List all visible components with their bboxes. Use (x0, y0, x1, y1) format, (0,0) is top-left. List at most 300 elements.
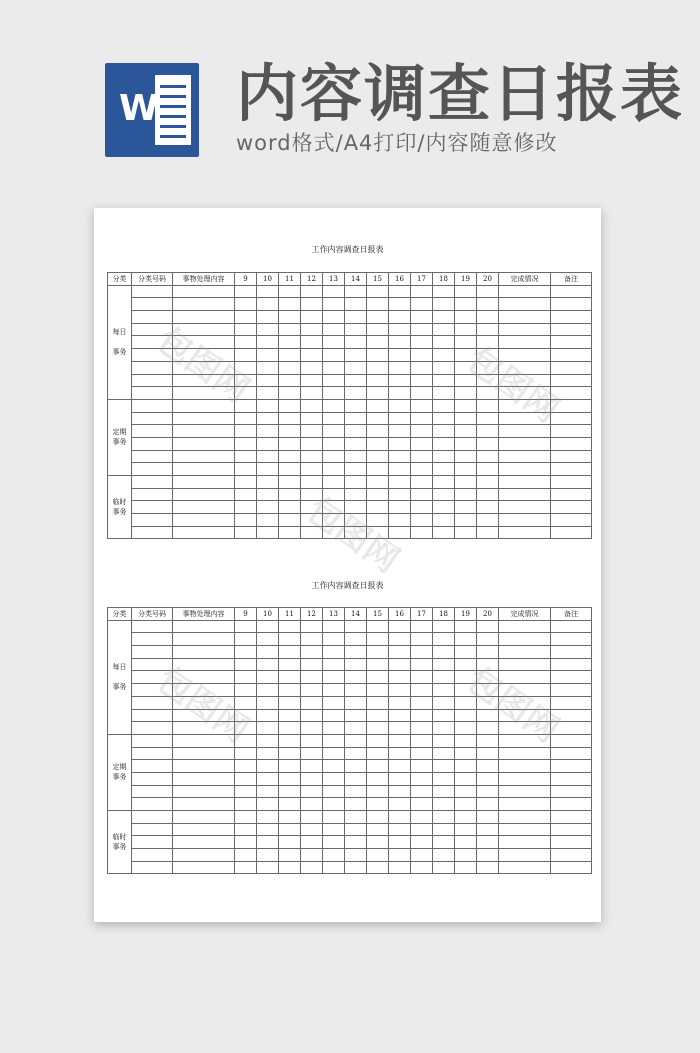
table-cell[interactable] (433, 734, 455, 747)
table-cell[interactable] (301, 772, 323, 785)
table-cell[interactable] (132, 823, 173, 836)
table-cell[interactable] (389, 646, 411, 659)
table-cell[interactable] (257, 412, 279, 425)
table-cell[interactable] (411, 785, 433, 798)
table-cell[interactable] (132, 399, 173, 412)
table-cell[interactable] (132, 785, 173, 798)
table-cell[interactable] (367, 696, 389, 709)
table-cell[interactable] (499, 412, 551, 425)
table-cell[interactable] (257, 798, 279, 811)
table-cell[interactable] (389, 387, 411, 400)
table-cell[interactable] (477, 734, 499, 747)
table-cell[interactable] (411, 671, 433, 684)
table-cell[interactable] (499, 476, 551, 489)
table-cell[interactable] (455, 501, 477, 514)
table-cell[interactable] (323, 412, 345, 425)
table-cell[interactable] (433, 323, 455, 336)
table-cell[interactable] (235, 849, 257, 862)
table-cell[interactable] (279, 785, 301, 798)
table-cell[interactable] (301, 722, 323, 735)
table-cell[interactable] (257, 709, 279, 722)
table-cell[interactable] (551, 311, 592, 324)
table-cell[interactable] (551, 514, 592, 527)
table-cell[interactable] (433, 463, 455, 476)
table-cell[interactable] (389, 526, 411, 539)
table-cell[interactable] (301, 658, 323, 671)
table-cell[interactable] (367, 785, 389, 798)
table-cell[interactable] (411, 836, 433, 849)
table-cell[interactable] (455, 425, 477, 438)
table-cell[interactable] (367, 747, 389, 760)
table-cell[interactable] (477, 772, 499, 785)
table-cell[interactable] (257, 760, 279, 773)
table-cell[interactable] (551, 633, 592, 646)
table-cell[interactable] (301, 336, 323, 349)
table-cell[interactable] (257, 646, 279, 659)
table-cell[interactable] (499, 374, 551, 387)
table-cell[interactable] (551, 836, 592, 849)
table-cell[interactable] (367, 658, 389, 671)
table-cell[interactable] (345, 849, 367, 862)
table-cell[interactable] (389, 861, 411, 874)
table-cell[interactable] (132, 684, 173, 697)
table-cell[interactable] (455, 323, 477, 336)
table-cell[interactable] (173, 412, 235, 425)
table-cell[interactable] (389, 709, 411, 722)
table-cell[interactable] (477, 374, 499, 387)
table-cell[interactable] (235, 811, 257, 824)
table-cell[interactable] (301, 785, 323, 798)
table-cell[interactable] (433, 476, 455, 489)
table-cell[interactable] (323, 488, 345, 501)
table-cell[interactable] (551, 849, 592, 862)
table-cell[interactable] (257, 501, 279, 514)
table-cell[interactable] (173, 620, 235, 633)
table-cell[interactable] (551, 684, 592, 697)
table-cell[interactable] (235, 476, 257, 489)
table-cell[interactable] (301, 798, 323, 811)
table-cell[interactable] (389, 323, 411, 336)
table-cell[interactable] (301, 633, 323, 646)
table-cell[interactable] (345, 501, 367, 514)
table-cell[interactable] (235, 747, 257, 760)
table-cell[interactable] (345, 734, 367, 747)
table-cell[interactable] (279, 658, 301, 671)
table-cell[interactable] (301, 463, 323, 476)
table-cell[interactable] (235, 298, 257, 311)
table-cell[interactable] (132, 361, 173, 374)
table-cell[interactable] (132, 514, 173, 527)
table-cell[interactable] (323, 722, 345, 735)
table-cell[interactable] (323, 437, 345, 450)
table-cell[interactable] (345, 772, 367, 785)
table-cell[interactable] (132, 760, 173, 773)
table-cell[interactable] (257, 437, 279, 450)
table-cell[interactable] (389, 311, 411, 324)
table-cell[interactable] (477, 696, 499, 709)
table-cell[interactable] (367, 374, 389, 387)
table-cell[interactable] (551, 298, 592, 311)
table-cell[interactable] (173, 311, 235, 324)
table-cell[interactable] (411, 646, 433, 659)
table-cell[interactable] (389, 798, 411, 811)
table-cell[interactable] (411, 412, 433, 425)
table-cell[interactable] (323, 361, 345, 374)
table-cell[interactable] (551, 361, 592, 374)
table-cell[interactable] (345, 514, 367, 527)
table-cell[interactable] (301, 620, 323, 633)
table-cell[interactable] (433, 336, 455, 349)
table-cell[interactable] (173, 772, 235, 785)
table-cell[interactable] (455, 836, 477, 849)
table-cell[interactable] (455, 747, 477, 760)
table-cell[interactable] (411, 501, 433, 514)
table-cell[interactable] (433, 387, 455, 400)
table-cell[interactable] (345, 722, 367, 735)
table-cell[interactable] (323, 425, 345, 438)
table-cell[interactable] (132, 696, 173, 709)
table-cell[interactable] (173, 285, 235, 298)
table-cell[interactable] (477, 747, 499, 760)
table-cell[interactable] (433, 836, 455, 849)
table-cell[interactable] (132, 311, 173, 324)
table-cell[interactable] (389, 437, 411, 450)
table-cell[interactable] (551, 861, 592, 874)
table-cell[interactable] (367, 684, 389, 697)
table-cell[interactable] (132, 336, 173, 349)
table-cell[interactable] (173, 798, 235, 811)
table-cell[interactable] (499, 399, 551, 412)
table-cell[interactable] (301, 646, 323, 659)
table-cell[interactable] (477, 760, 499, 773)
table-cell[interactable] (301, 811, 323, 824)
table-cell[interactable] (345, 823, 367, 836)
table-cell[interactable] (257, 747, 279, 760)
table-cell[interactable] (323, 620, 345, 633)
table-cell[interactable] (323, 514, 345, 527)
table-cell[interactable] (499, 658, 551, 671)
table-cell[interactable] (433, 361, 455, 374)
table-cell[interactable] (477, 785, 499, 798)
table-cell[interactable] (499, 361, 551, 374)
table-cell[interactable] (411, 526, 433, 539)
table-cell[interactable] (499, 798, 551, 811)
table-cell[interactable] (389, 823, 411, 836)
table-cell[interactable] (279, 620, 301, 633)
table-cell[interactable] (257, 323, 279, 336)
table-cell[interactable] (323, 772, 345, 785)
table-cell[interactable] (301, 399, 323, 412)
table-cell[interactable] (345, 399, 367, 412)
table-cell[interactable] (345, 785, 367, 798)
table-cell[interactable] (132, 633, 173, 646)
table-cell[interactable] (367, 620, 389, 633)
table-cell[interactable] (132, 709, 173, 722)
table-cell[interactable] (455, 374, 477, 387)
table-cell[interactable] (499, 760, 551, 773)
table-cell[interactable] (132, 772, 173, 785)
table-cell[interactable] (367, 798, 389, 811)
table-cell[interactable] (433, 349, 455, 362)
table-cell[interactable] (551, 696, 592, 709)
table-cell[interactable] (235, 463, 257, 476)
table-cell[interactable] (499, 349, 551, 362)
table-cell[interactable] (257, 696, 279, 709)
table-cell[interactable] (455, 658, 477, 671)
table-cell[interactable] (477, 476, 499, 489)
table-cell[interactable] (323, 709, 345, 722)
table-cell[interactable] (345, 633, 367, 646)
table-cell[interactable] (389, 412, 411, 425)
table-cell[interactable] (455, 285, 477, 298)
table-cell[interactable] (257, 722, 279, 735)
table-cell[interactable] (279, 374, 301, 387)
table-cell[interactable] (433, 684, 455, 697)
table-cell[interactable] (235, 336, 257, 349)
table-cell[interactable] (257, 671, 279, 684)
table-cell[interactable] (411, 514, 433, 527)
table-cell[interactable] (367, 298, 389, 311)
table-cell[interactable] (367, 646, 389, 659)
table-cell[interactable] (455, 785, 477, 798)
table-cell[interactable] (279, 412, 301, 425)
table-cell[interactable] (367, 349, 389, 362)
table-cell[interactable] (411, 709, 433, 722)
table-cell[interactable] (173, 785, 235, 798)
table-cell[interactable] (433, 658, 455, 671)
table-cell[interactable] (389, 514, 411, 527)
table-cell[interactable] (389, 722, 411, 735)
table-cell[interactable] (551, 772, 592, 785)
table-cell[interactable] (433, 437, 455, 450)
table-cell[interactable] (132, 437, 173, 450)
table-cell[interactable] (173, 760, 235, 773)
table-cell[interactable] (235, 374, 257, 387)
table-cell[interactable] (257, 861, 279, 874)
table-cell[interactable] (345, 476, 367, 489)
table-cell[interactable] (455, 526, 477, 539)
table-cell[interactable] (132, 671, 173, 684)
table-cell[interactable] (235, 349, 257, 362)
table-cell[interactable] (132, 526, 173, 539)
table-cell[interactable] (477, 526, 499, 539)
table-cell[interactable] (499, 823, 551, 836)
table-cell[interactable] (132, 412, 173, 425)
table-cell[interactable] (132, 285, 173, 298)
table-cell[interactable] (132, 811, 173, 824)
table-cell[interactable] (301, 387, 323, 400)
table-cell[interactable] (279, 836, 301, 849)
table-cell[interactable] (367, 476, 389, 489)
table-cell[interactable] (345, 747, 367, 760)
table-cell[interactable] (301, 425, 323, 438)
table-cell[interactable] (301, 488, 323, 501)
table-cell[interactable] (301, 323, 323, 336)
table-cell[interactable] (411, 463, 433, 476)
table-cell[interactable] (323, 696, 345, 709)
table-cell[interactable] (345, 349, 367, 362)
table-cell[interactable] (235, 488, 257, 501)
table-cell[interactable] (499, 285, 551, 298)
table-cell[interactable] (367, 463, 389, 476)
table-cell[interactable] (345, 836, 367, 849)
table-cell[interactable] (411, 425, 433, 438)
table-cell[interactable] (411, 747, 433, 760)
table-cell[interactable] (132, 836, 173, 849)
table-cell[interactable] (389, 620, 411, 633)
table-cell[interactable] (455, 849, 477, 862)
table-cell[interactable] (235, 425, 257, 438)
table-cell[interactable] (301, 760, 323, 773)
table-cell[interactable] (389, 785, 411, 798)
table-cell[interactable] (279, 633, 301, 646)
table-cell[interactable] (433, 298, 455, 311)
table-cell[interactable] (345, 361, 367, 374)
table-cell[interactable] (279, 476, 301, 489)
table-cell[interactable] (132, 798, 173, 811)
table-cell[interactable] (367, 514, 389, 527)
table-cell[interactable] (279, 646, 301, 659)
table-cell[interactable] (455, 811, 477, 824)
table-cell[interactable] (257, 514, 279, 527)
table-cell[interactable] (389, 747, 411, 760)
table-cell[interactable] (551, 501, 592, 514)
table-cell[interactable] (455, 488, 477, 501)
table-cell[interactable] (173, 658, 235, 671)
table-cell[interactable] (455, 437, 477, 450)
table-cell[interactable] (455, 298, 477, 311)
table-cell[interactable] (301, 361, 323, 374)
table-cell[interactable] (433, 747, 455, 760)
table-cell[interactable] (279, 336, 301, 349)
table-cell[interactable] (433, 374, 455, 387)
table-cell[interactable] (551, 488, 592, 501)
table-cell[interactable] (551, 349, 592, 362)
table-cell[interactable] (257, 387, 279, 400)
table-cell[interactable] (323, 399, 345, 412)
table-cell[interactable] (499, 709, 551, 722)
table-cell[interactable] (235, 823, 257, 836)
table-cell[interactable] (411, 387, 433, 400)
table-cell[interactable] (367, 387, 389, 400)
table-cell[interactable] (323, 747, 345, 760)
table-cell[interactable] (279, 323, 301, 336)
table-cell[interactable] (433, 772, 455, 785)
table-cell[interactable] (367, 285, 389, 298)
table-cell[interactable] (433, 501, 455, 514)
table-cell[interactable] (389, 298, 411, 311)
table-cell[interactable] (323, 785, 345, 798)
table-cell[interactable] (323, 646, 345, 659)
table-cell[interactable] (279, 399, 301, 412)
table-cell[interactable] (257, 349, 279, 362)
table-cell[interactable] (455, 514, 477, 527)
table-cell[interactable] (433, 709, 455, 722)
table-cell[interactable] (132, 387, 173, 400)
table-cell[interactable] (257, 361, 279, 374)
table-cell[interactable] (279, 285, 301, 298)
table-cell[interactable] (257, 311, 279, 324)
table-cell[interactable] (411, 823, 433, 836)
table-cell[interactable] (323, 323, 345, 336)
table-cell[interactable] (433, 760, 455, 773)
table-cell[interactable] (455, 684, 477, 697)
table-cell[interactable] (477, 450, 499, 463)
table-cell[interactable] (389, 772, 411, 785)
table-cell[interactable] (235, 734, 257, 747)
table-cell[interactable] (499, 387, 551, 400)
table-cell[interactable] (235, 387, 257, 400)
table-cell[interactable] (173, 684, 235, 697)
table-cell[interactable] (345, 709, 367, 722)
table-cell[interactable] (323, 526, 345, 539)
table-cell[interactable] (433, 425, 455, 438)
table-cell[interactable] (345, 374, 367, 387)
table-cell[interactable] (235, 861, 257, 874)
table-cell[interactable] (173, 696, 235, 709)
table-cell[interactable] (367, 311, 389, 324)
table-cell[interactable] (345, 760, 367, 773)
table-cell[interactable] (367, 760, 389, 773)
table-cell[interactable] (367, 772, 389, 785)
table-cell[interactable] (279, 684, 301, 697)
table-cell[interactable] (279, 311, 301, 324)
table-cell[interactable] (345, 336, 367, 349)
table-cell[interactable] (389, 501, 411, 514)
table-cell[interactable] (389, 425, 411, 438)
table-cell[interactable] (235, 684, 257, 697)
table-cell[interactable] (257, 488, 279, 501)
table-cell[interactable] (235, 361, 257, 374)
table-cell[interactable] (132, 861, 173, 874)
table-cell[interactable] (345, 387, 367, 400)
table-cell[interactable] (499, 671, 551, 684)
table-cell[interactable] (477, 298, 499, 311)
table-cell[interactable] (301, 526, 323, 539)
table-cell[interactable] (257, 849, 279, 862)
table-cell[interactable] (433, 620, 455, 633)
table-cell[interactable] (323, 684, 345, 697)
table-cell[interactable] (301, 450, 323, 463)
table-cell[interactable] (301, 823, 323, 836)
table-cell[interactable] (173, 463, 235, 476)
table-cell[interactable] (235, 399, 257, 412)
table-cell[interactable] (433, 633, 455, 646)
table-cell[interactable] (132, 658, 173, 671)
table-cell[interactable] (301, 412, 323, 425)
table-cell[interactable] (345, 658, 367, 671)
table-cell[interactable] (173, 336, 235, 349)
table-cell[interactable] (367, 425, 389, 438)
table-cell[interactable] (132, 476, 173, 489)
table-cell[interactable] (411, 323, 433, 336)
table-cell[interactable] (257, 476, 279, 489)
table-cell[interactable] (257, 620, 279, 633)
table-cell[interactable] (367, 501, 389, 514)
table-cell[interactable] (173, 722, 235, 735)
table-cell[interactable] (279, 298, 301, 311)
table-cell[interactable] (257, 811, 279, 824)
table-cell[interactable] (433, 823, 455, 836)
table-cell[interactable] (345, 646, 367, 659)
table-cell[interactable] (323, 298, 345, 311)
table-cell[interactable] (132, 501, 173, 514)
table-cell[interactable] (367, 861, 389, 874)
table-cell[interactable] (389, 684, 411, 697)
table-cell[interactable] (499, 633, 551, 646)
table-cell[interactable] (279, 425, 301, 438)
table-cell[interactable] (499, 646, 551, 659)
